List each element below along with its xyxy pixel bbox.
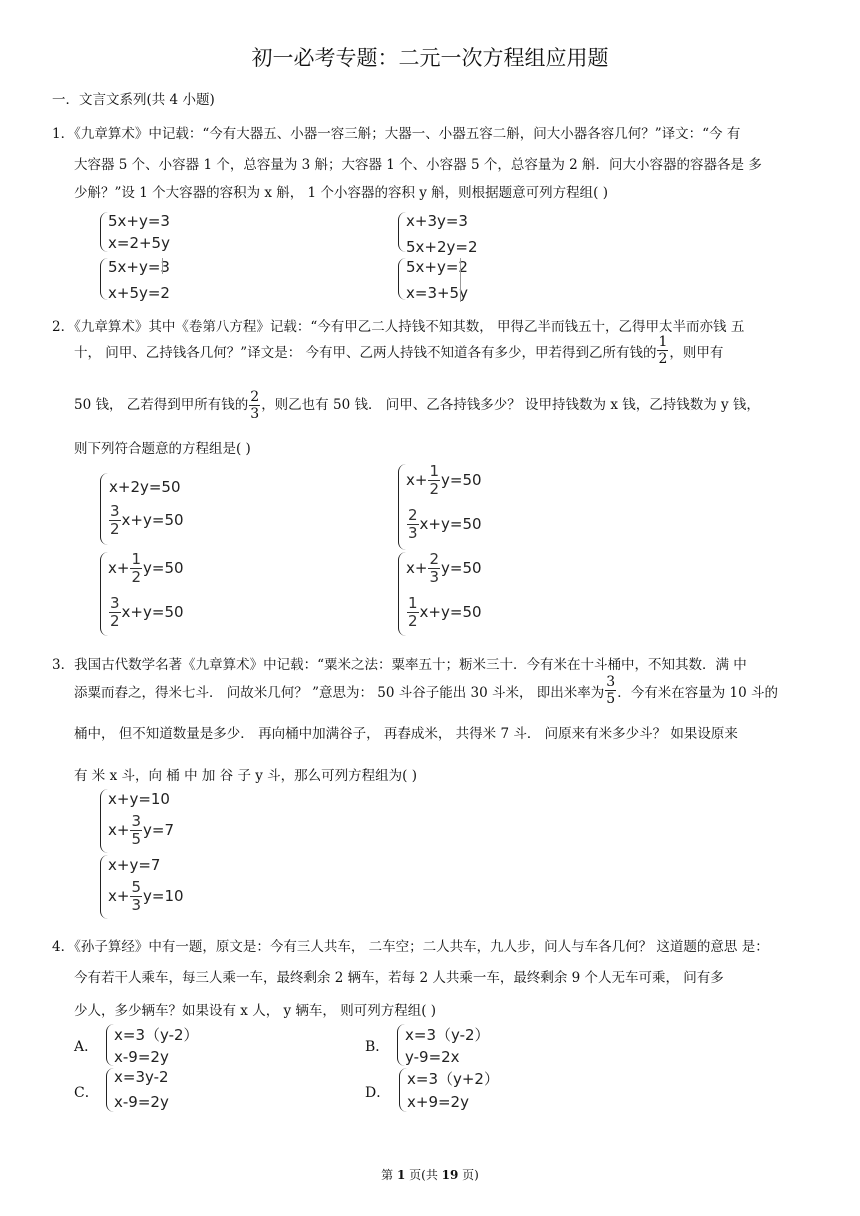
q4-a-label: A． [74, 1039, 99, 1055]
q2-b-eq2: $\frac{2}{3}$ x+y=50 [408, 506, 482, 542]
brace-icon [100, 552, 108, 636]
q4-d-eq2: x+9=2y [407, 1093, 469, 1111]
q1-line-1: 1．《九章算术》中记载：“今有大器五、小器一容三斛；大器一、小器五容二斛，问大小器各容几何？”译文：“今 有 [52, 126, 741, 142]
q2-line-2-tail: ，则甲有 [669, 345, 724, 361]
q1-d-eq2: x=3+5y [406, 284, 468, 302]
q3-line-2: 添粟而舂之，得米七斗． 问故米几何？ ”意思为： 50 斗谷子能出 30 斗米， 即出米率为 $\frac{3}{5}$ ．今有米在容量为 10 斗的 [74, 674, 778, 707]
q4-line-2: 今有若干人乘车，每三人乘一车，最终剩余 2 辆车，若每 2 人共乘一车，最终剩余 9 个人无车可乘， 问有多 [74, 970, 724, 986]
q2-b-eq1: x+ $\frac{1}{2}$ y=50 [406, 462, 482, 498]
q3-line-1: 3．我国古代数学名著《九章算术》中记载：“粟米之法：粟率五十；粝米三十．今有米在十斗桶中，不知其数．满 中 [52, 657, 747, 673]
fraction: $\frac{2}{3}$ [408, 506, 418, 542]
fraction-one-half: $\frac{1}{2}$ [658, 334, 668, 367]
q4-d-eq1: x=3（y+2） [407, 1070, 499, 1088]
q2-c-eq1: x+ $\frac{1}{2}$ y=50 [108, 550, 184, 586]
fraction: $\frac{5}{3}$ [131, 878, 141, 914]
q1-d-eq1: 5x+y=2 [406, 258, 468, 276]
brace-icon [399, 1068, 407, 1112]
q1-b-eq1: x+3y=3 [406, 212, 468, 230]
brace-icon [100, 855, 108, 919]
divider [460, 258, 461, 302]
q1-line-3: 少斛？”设 1 个大容器的容积为 x 斛， 1 个小容器的容积 y 斛，则根据题意可列方程组( ) [74, 185, 608, 201]
brace-icon [398, 552, 406, 636]
q3-line-3: 桶中， 但不知道数量是多少． 再向桶中加满谷子， 再舂成米， 共得米 7 斗． 问原来有米多少斗？ 如果设原来 [74, 726, 738, 742]
q1-a-eq2: x=2+5y [108, 234, 170, 252]
brace-icon [106, 1024, 114, 1066]
q4-d-label: D． [365, 1085, 391, 1101]
brace-icon [397, 1024, 405, 1066]
q4-b-label: B． [365, 1039, 390, 1055]
q4-a-eq1: x=3（y-2） [114, 1026, 199, 1044]
q4-c-label: C． [74, 1085, 99, 1101]
q2-line-3-text: 50 钱， 乙若得到甲所有钱的 [74, 397, 249, 413]
fraction: $\frac{3}{5}$ [131, 812, 141, 848]
q2-line-3 [74, 390, 760, 421]
q2-a-eq2: $\frac{3}{2}$ x+y=50 [110, 502, 184, 538]
fraction: $\frac{1}{2}$ [131, 550, 141, 586]
fraction-three-fifths: $\frac{3}{5}$ [606, 674, 616, 707]
q4-line-1: 4．《孙子算经》中有一题，原文是：今有三人共车， 二车空；二人共车，九人步，问人与车各几何？ 这道题的意思 是： [52, 939, 769, 955]
fraction: $\frac{1}{2}$ [408, 594, 418, 630]
q1-a-eq1: 5x+y=3 [108, 212, 170, 230]
q1-c-eq1: 5x+y=3 [108, 258, 170, 276]
brace-icon [106, 1068, 114, 1112]
q2-line-2 [74, 334, 724, 367]
fraction: $\frac{1}{2}$ [429, 462, 439, 498]
q2-line-2-text: 十， 问甲、乙持钱各几何？”译文是： 今有甲、乙两人持钱不知道各有多少，甲若得到乙所有钱的 [74, 345, 657, 361]
q4-a-eq2: x-9=2y [114, 1048, 169, 1066]
brace-icon [100, 789, 108, 853]
q4-line-3: 少人，多少辆车？如果设有 x 人， y 辆车， 则可列方程组( ) [74, 1003, 437, 1019]
q2-a-eq1: x+2y=50 [109, 478, 181, 496]
q2-c-eq2: $\frac{3}{2}$ x+y=50 [110, 594, 184, 630]
brace-icon [100, 258, 108, 300]
q1-line-2: 大容器 5 个、小容器 1 个，总容量为 3 斛；大容器 1 个、小容器 5 个，总容量为 2 斛．问大小容器的容器各是 多 [74, 157, 762, 173]
divider [162, 258, 163, 274]
q3-a-eq1: x+y=10 [108, 790, 170, 808]
q2-line-3-tail: ，则乙也有 50 钱． 问甲、乙各持钱多少？ 设甲持钱数为 x 钱，乙持钱数为 y 钱， [261, 397, 760, 413]
q4-b-eq2: y-9=2x [405, 1048, 460, 1066]
page-total: 19 [441, 1168, 459, 1182]
q1-b-eq2: 5x+2y=2 [406, 238, 478, 256]
q2-d-eq1: x+ $\frac{2}{3}$ y=50 [406, 550, 482, 586]
page-footer: 第 1 页(共 19 页) [381, 1168, 479, 1182]
q2-d-eq2: $\frac{1}{2}$ x+y=50 [408, 594, 482, 630]
section-heading: 一．文言文系列(共 4 小题) [52, 92, 215, 108]
fraction: $\frac{3}{2}$ [110, 502, 120, 538]
q2-line-4: 则下列符合题意的方程组是( ) [74, 441, 251, 457]
q3-line-4: 有 米 x 斗，向 桶 中 加 谷 子 y 斗，那么可列方程组为( ) [74, 768, 417, 784]
brace-icon [398, 212, 406, 252]
q3-b-eq2: x+ $\frac{5}{3}$ y=10 [108, 878, 184, 914]
page-title: 初一必考专题：二元一次方程组应用题 [251, 46, 609, 70]
fraction-two-thirds: $\frac{2}{3}$ [250, 389, 260, 422]
q3-b-eq1: x+y=7 [108, 856, 161, 874]
fraction: $\frac{3}{2}$ [110, 594, 120, 630]
brace-icon [100, 212, 108, 252]
q3-a-eq2: x+ $\frac{3}{5}$ y=7 [108, 812, 174, 848]
brace-icon [398, 258, 406, 300]
q4-b-eq1: x=3（y-2） [405, 1026, 490, 1044]
page-number: 1 [396, 1168, 406, 1182]
q4-c-eq1: x=3y-2 [114, 1068, 169, 1086]
brace-icon [398, 464, 406, 550]
q1-c-eq2: x+5y=2 [108, 284, 170, 302]
brace-icon [100, 473, 108, 545]
q4-c-eq2: x-9=2y [114, 1093, 169, 1111]
fraction: $\frac{2}{3}$ [429, 550, 439, 586]
q2-line-1: 2．《九章算术》其中《卷第八方程》记载：“今有甲乙二人持钱不知其数， 甲得乙半而钱五十，乙得甲太半而亦钱 五 [52, 319, 745, 335]
